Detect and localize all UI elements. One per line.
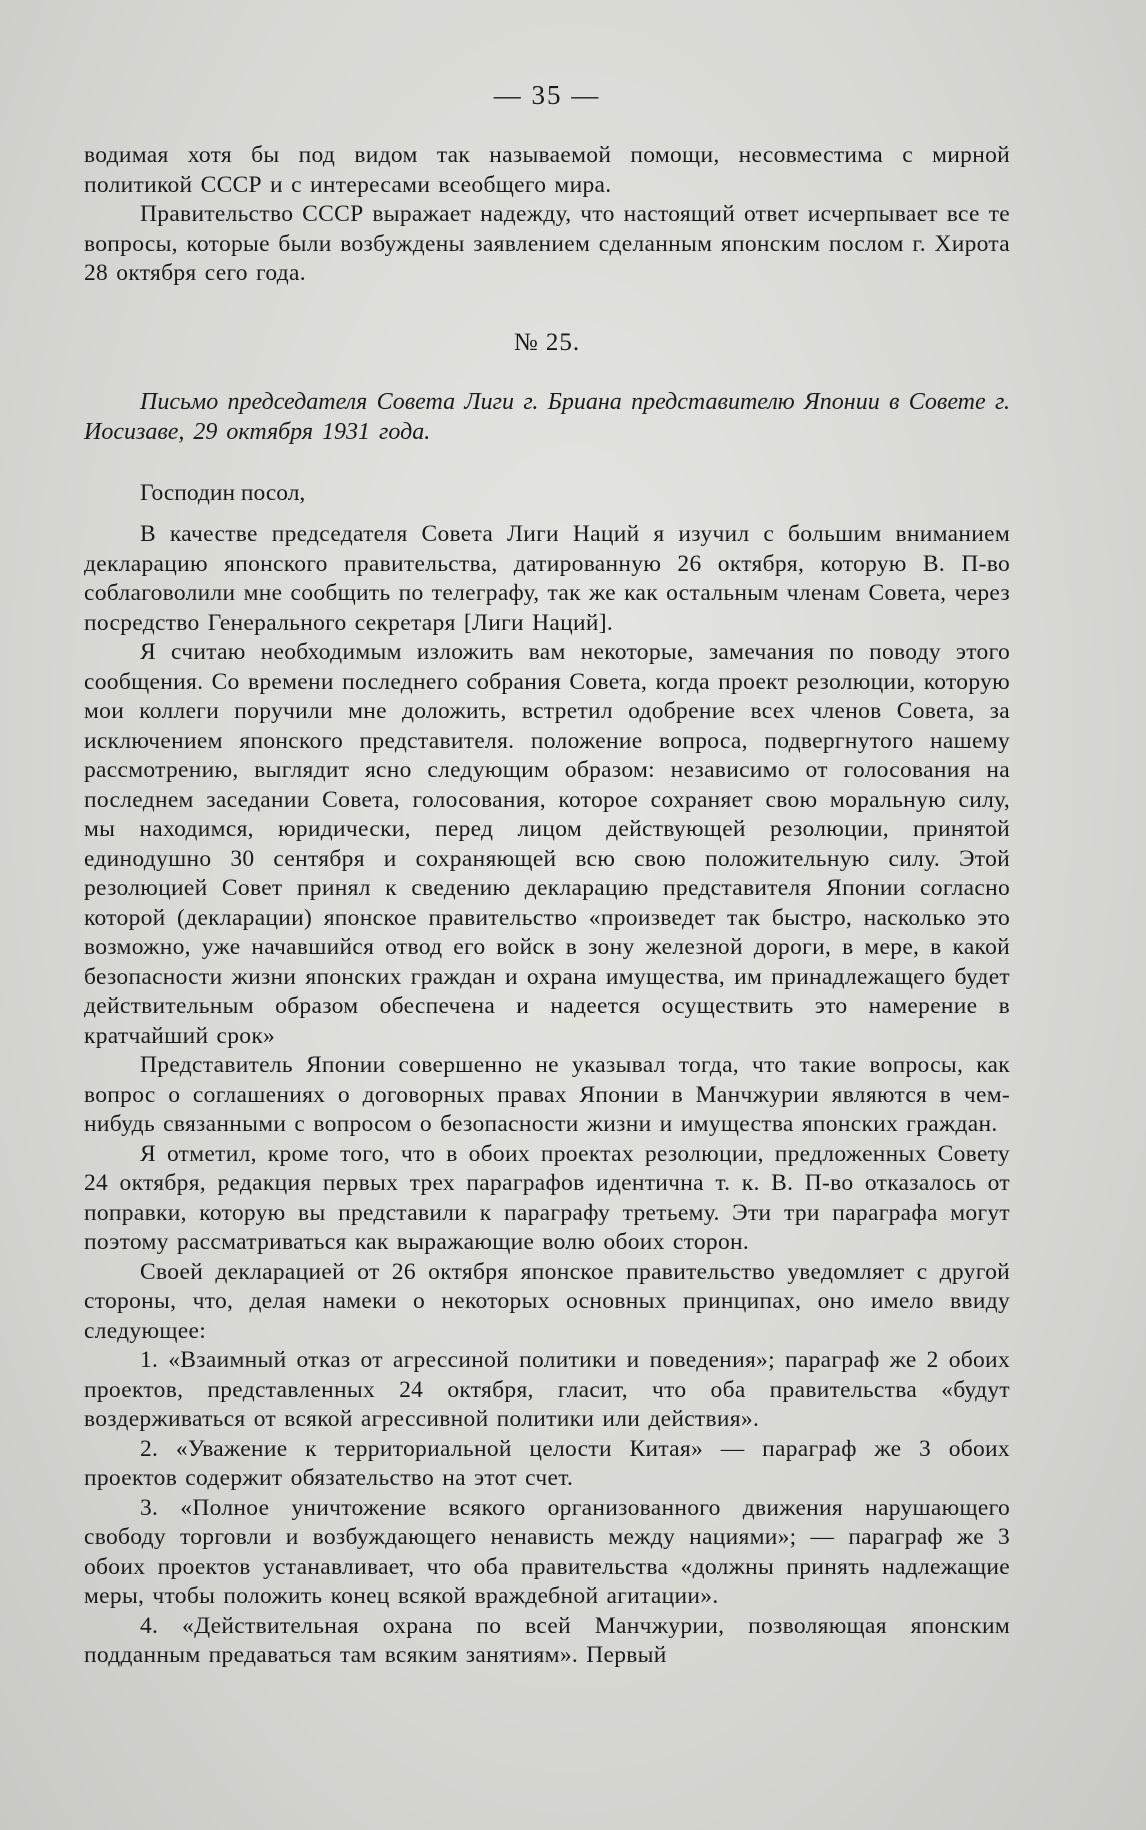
body-paragraph: Своей декларацией от 26 октября японское правительство уведомляет с другой стороны, что, делая намеки о некоторых основных принципах, оно имело ввиду следующее: — [84, 1258, 1010, 1344]
list-item-paragraph: 4. «Действительная охрана по всей Манчжурии, позволяющая японским подданным предаваться там всяким занятиям». Первый — [84, 1612, 1010, 1668]
document-title: Письмо председателя Совета Лиги г. Бриана представителю Японии в Совете г. Иосизаве, 29 октября 1931 года. — [84, 388, 1010, 445]
list-item-paragraph: 1. «Взаимный отказ от агрессиной политики и поведения»; параграф же 2 обоих проектов, представленных 24 октября, гласит, что оба правительства «будут воздерживаться от всякой агрессивной политики или действия». — [84, 1347, 1010, 1432]
document-number: № 25. — [513, 328, 581, 356]
list-item-paragraph: 2. «Уважение к территориальной целости Китая» — параграф же 3 обоих проектов содержит обязательство на этот счет. — [84, 1435, 1010, 1491]
body-paragraph: В качестве председателя Совета Лиги Наций я изучил с большим вниманием декларацию японского правительства, датированную 26 октября, которую В. П-во соблаговолили мне сообщить по телеграфу, так же как остальным членам Совета, через посредство Генерального секретаря [Лиги Наций]. — [84, 521, 1010, 636]
body-paragraph: Представитель Японии совершенно не указывал тогда, что такие вопросы, как вопрос о соглашениях о договорных правах Японии в Манчжурии являются в чем-нибудь связанными с вопросом о безопасности жизни и имущества японских граждан. — [84, 1052, 1010, 1137]
body-paragraph: Я отметил, кроме того, что в обоих проектах резолюции, предложенных Совету 24 октября, редакция первых трех параграфов идентична т. к. В. П-во отказалось от поправки, которую вы представили к параграфу третьему. Эти три параграфа могут поэтому рассматриваться как выражающие волю обоих сторон. — [84, 1140, 1010, 1255]
intro-paragraph: Правительство СССР выражает надежду, что настоящий ответ исчерпывает все те вопросы, которые были возбуждены заявлением сделанным японским послом г. Хирота 28 октября сего года. — [84, 201, 1010, 286]
salutation: Господин посол, — [140, 479, 306, 506]
text-column — [84, 80, 1010, 1671]
page-number: — 35 — — [493, 80, 601, 110]
list-item-paragraph: 3. «Полное уничтожение всякого организованного движения нарушающего свободу торговли и возбуждающего ненависть между нациями»; — параграф же 3 обоих проектов устанавливает, что оба правительства «должны принять надлежащие меры, чтобы положить конец всякой враждебной агитации». — [84, 1494, 1010, 1609]
body-paragraph: Я считаю необходимым изложить вам некоторые, замечания по поводу этого сообщения. Со времени последнего собрания Совета, когда проект резолюции, которую мои коллеги поручили мне доложить, встретил одобрение всех членов Совета, за исключением японского представителя. положение вопроса, подвергнутого нашему рассмотрению, выглядит ясно следующим образом: независимо от голосования на последнем заседании Совета, голосования, которое сохраняет свою моральную силу, мы находимся, юридически, перед лицом действующей резолюции, принятой единодушно 30 сентября и сохраняющей всю свою положительную силу. Этой резолюцией Совет принял к сведению декларацию представителя Японии согласно которой (декларации) японское правительство «произведет так быстро, насколько это возможно, уже начавшийся отвод его войск в зону железной дороги, в мере, в какой безопасности жизни японских граждан и охрана имущества, им принадлежащего будет действительным образом обеспечена и надеется осуществить это намерение в кратчайший срок» — [84, 639, 1010, 1049]
intro-paragraph: водимая хотя бы под видом так называемой помощи, несовместима с мирной политикой СССР и с интересами всеобщего мира. — [84, 142, 1010, 198]
